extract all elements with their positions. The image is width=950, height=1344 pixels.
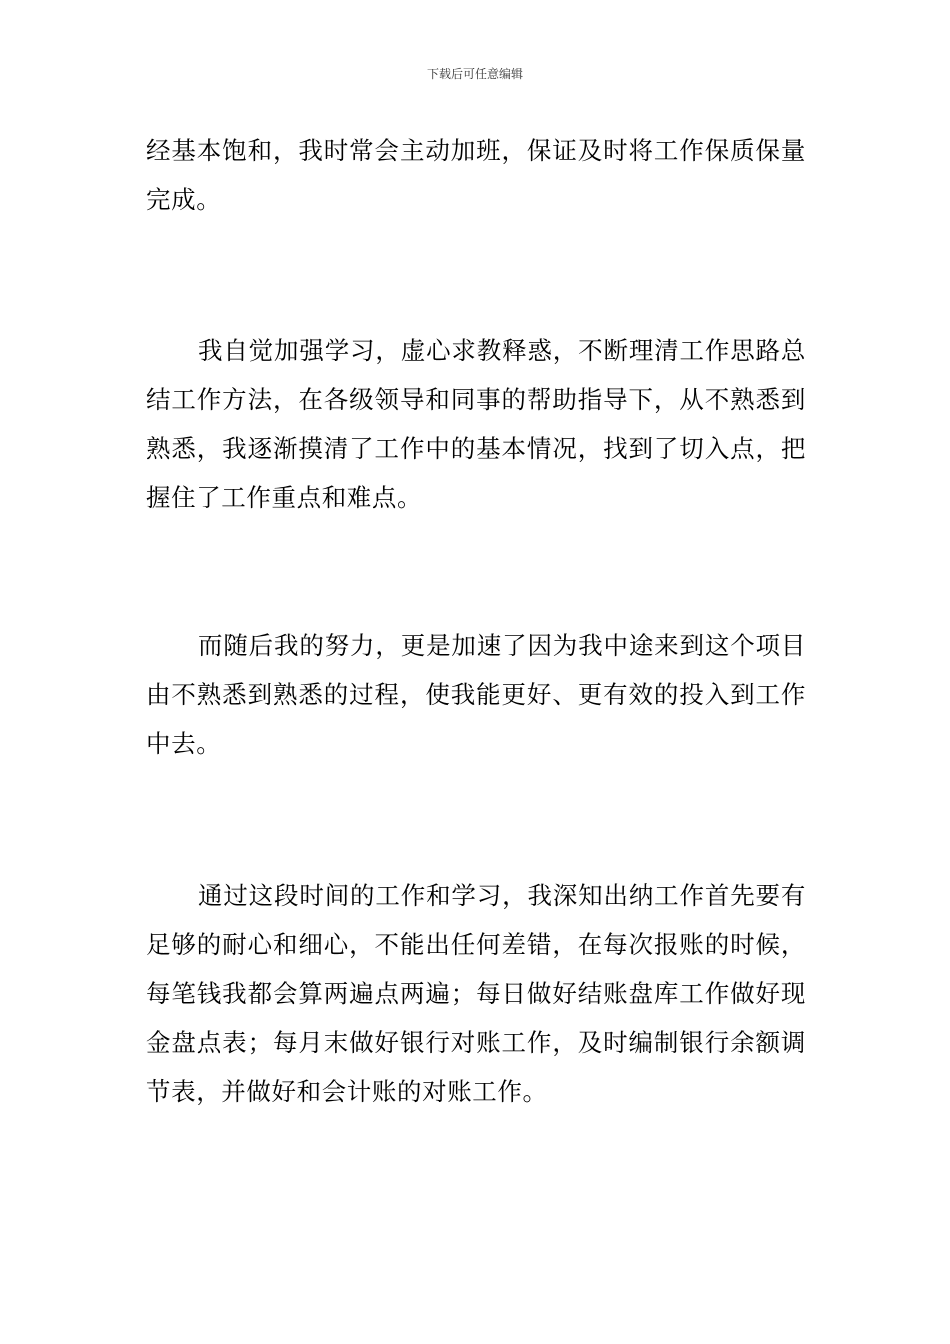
paragraph-1: 经基本饱和，我时常会主动加班，保证及时将工作保质保量完成。	[146, 136, 806, 214]
paragraph-3: 而随后我的努力，更是加速了因为我中途来到这个项目由不熟悉到熟悉的过程，使我能更好、更有效的投入到工作中去。	[146, 631, 806, 758]
paragraph-2: 我自觉加强学习，虚心求教释惑，不断理清工作思路总结工作方法，在各级领导和同事的帮助指导下，从不熟悉到熟悉，我逐渐摸清了工作中的基本情况，找到了切入点，把握住了工作重点和难点。	[146, 336, 806, 512]
page-header: 下载后可任意编辑	[426, 67, 523, 81]
paragraph-4: 通过这段时间的工作和学习，我深知出纳工作首先要有足够的耐心和细心，不能出任何差错，在每次报账的时候，每笔钱我都会算两遍点两遍；每日做好结账盘库工作做好现金盘点表；每月末做好银行对账工作，及时编制银行余额调节表，并做好和会计账的对账工作。	[146, 881, 806, 1106]
